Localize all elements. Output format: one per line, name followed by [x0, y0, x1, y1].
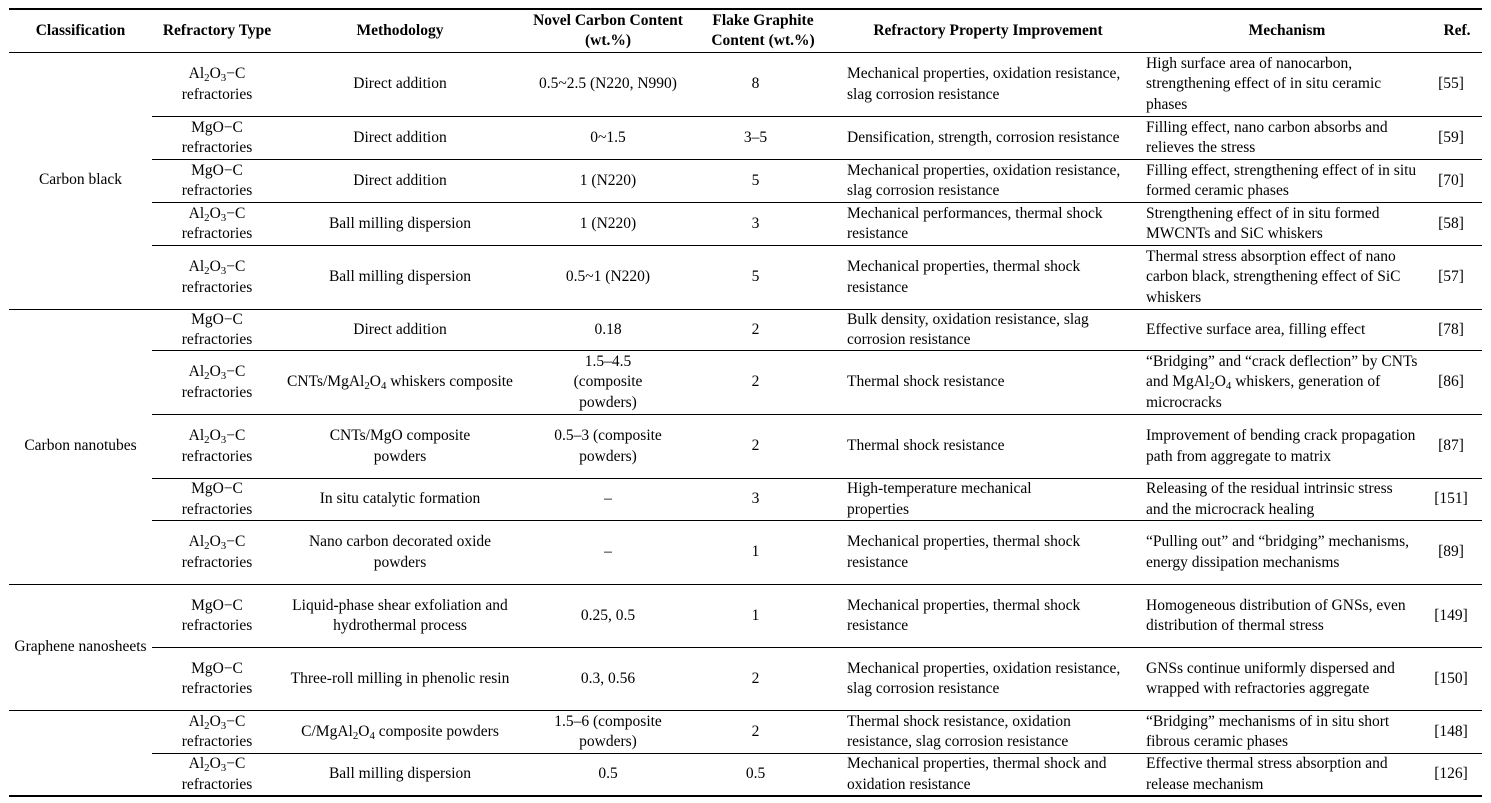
cell-ref: [55]	[1438, 75, 1464, 93]
cell-methodology: Ball milling dispersion	[328, 765, 472, 783]
cell-mechanism: Releasing of the residual intrinsic stress and the microcrack healing	[1146, 480, 1393, 518]
refractory-type: MgO−C refractories	[181, 310, 253, 348]
cell-refractory-type	[152, 585, 282, 647]
refractory-type: MgO−C refractories	[181, 118, 253, 156]
cell-methodology: Ball milling dispersion	[328, 268, 472, 286]
cell-mechanism: GNSs continue uniformly dispersed and wrapped with refractories aggregate	[1146, 659, 1395, 697]
carbon-content-text: 0.5–3 (composite powders)	[554, 427, 662, 465]
header-flake-graphite: Flake Graphite Content (wt.%)	[711, 12, 815, 49]
cell-ref: [87]	[1438, 437, 1464, 455]
cell-carbon-content	[518, 415, 698, 478]
cell-ref: [70]	[1438, 171, 1464, 189]
cell-methodology: Nano carbon decorated oxide powders	[308, 533, 492, 571]
cell-refractory-type	[152, 648, 282, 710]
cell-methodology	[282, 415, 518, 478]
header-property: Refractory Property Improvement	[873, 22, 1103, 39]
cell-graphite-content: 8	[751, 75, 760, 93]
header-methodology: Methodology	[356, 22, 444, 39]
cell-mechanism: Strengthening effect of in situ formed MWCNTs and SiC whiskers	[1146, 204, 1380, 242]
refractory-type: MgO−C refractories	[181, 596, 253, 634]
cell-property: Mechanical properties, oxidation resistance, slag corrosion resistance	[847, 659, 1121, 697]
cell-carbon-content: 0.5~2.5 (N220, N990)	[539, 75, 677, 93]
cell-property: Mechanical properties, oxidation resistance, slag corrosion resistance	[847, 65, 1121, 103]
cell-methodology: Ball milling dispersion	[328, 214, 472, 232]
cell-graphite-content: 2	[751, 320, 760, 338]
cell-graphite-content: 2	[751, 373, 760, 391]
mechanism-text: “Bridging” and “crack deflection” by CNTs and $MgAl_2O_4$ whiskers, generation of microcracks	[1146, 352, 1418, 411]
refractory-type: $Al_2O_3-C$ refractories	[181, 65, 253, 103]
cell-ref: [58]	[1438, 214, 1464, 232]
cell-graphite-content: 2	[751, 722, 760, 740]
refractory-type: $Al_2O_3-C$ refractories	[181, 258, 253, 296]
cell-ref: [151]	[1434, 490, 1468, 508]
cell-mechanism: Effective surface area, filling effect	[1146, 320, 1366, 338]
cell-property: Mechanical properties, thermal shock resistance	[847, 596, 1081, 634]
cell-ref: [149]	[1434, 606, 1468, 624]
cell-property: Bulk density, oxidation resistance, slag corrosion resistance	[847, 310, 1089, 348]
methodology-text: $C/MgAl_2O_4$ composite powders	[301, 722, 499, 742]
cell-graphite-content: 3	[751, 490, 760, 508]
cell-mechanism: High surface area of nanocarbon, strengthening effect of in situ ceramic phases	[1146, 54, 1382, 113]
cell-carbon-content	[518, 351, 698, 414]
header-refractory-type: Refractory Type	[162, 22, 272, 39]
refractory-type: MgO−C refractories	[181, 161, 253, 199]
cell-property: Mechanical properties, thermal shock resistance	[847, 258, 1081, 296]
refractory-type: MgO−C refractories	[181, 659, 253, 697]
cell-mechanism: Effective thermal stress absorption and release mechanism	[1146, 755, 1388, 793]
cell-graphite-content: 1	[751, 543, 760, 561]
cell-carbon-content: 0.3, 0.56	[580, 669, 636, 687]
cell-ref: [57]	[1438, 268, 1464, 286]
cell-property: Thermal shock resistance	[847, 373, 1005, 391]
cell-property: Thermal shock resistance	[847, 437, 1005, 455]
cell-ref: [86]	[1438, 373, 1464, 391]
cell-ref: [89]	[1438, 543, 1464, 561]
cell-property: Mechanical properties, thermal shock resistance	[847, 533, 1081, 571]
cell-methodology	[282, 351, 518, 414]
cell-mechanism	[1146, 351, 1418, 414]
cell-refractory-type	[152, 711, 282, 753]
cell-mechanism: Improvement of bending crack propagation path from aggregate to matrix	[1146, 427, 1416, 465]
cell-refractory-type	[152, 351, 282, 414]
cell-refractory-type	[152, 53, 282, 116]
cell-mechanism: “Pulling out” and “bridging” mechanisms, energy dissipation mechanisms	[1146, 533, 1410, 571]
cell-methodology: Direct addition	[353, 320, 447, 338]
cell-property	[847, 479, 1133, 520]
cell-property: Mechanical properties, thermal shock and oxidation resistance	[847, 755, 1107, 793]
carbon-content-text: 1.5–6 (composite powders)	[554, 712, 662, 750]
cell-carbon-content: 0.18	[594, 320, 622, 338]
header-classification: Classification	[35, 22, 126, 39]
cell-refractory-type	[152, 521, 282, 584]
refractory-type: $Al_2O_3-C$ refractories	[181, 427, 253, 465]
cell-carbon-content: 0.5~1 (N220)	[565, 268, 651, 286]
carbon-content-text: 1.5–4.5 (composite powders)	[573, 352, 643, 411]
cell-graphite-content: 3	[751, 214, 760, 232]
cell-methodology: Direct addition	[353, 171, 447, 189]
methodology-text: CNTs/$MgAl_2O_4$ whiskers composite	[287, 373, 513, 393]
cell-graphite-content: 5	[751, 171, 760, 189]
refractory-type: $Al_2O_3-C$ refractories	[181, 533, 253, 571]
cell-carbon-content: 0.25, 0.5	[580, 606, 636, 624]
cell-refractory-type	[152, 117, 282, 159]
cell-property: Mechanical properties, oxidation resistance, slag corrosion resistance	[847, 161, 1121, 199]
cell-property: Mechanical performances, thermal shock resistance	[847, 204, 1103, 242]
cell-ref: [148]	[1434, 722, 1468, 740]
cell-refractory-type	[152, 415, 282, 478]
cell-methodology: Liquid-phase shear exfoliation and hydrothermal process	[292, 596, 508, 634]
classification-carbon-nanotubes: Carbon nanotubes	[24, 437, 137, 455]
header-mechanism: Mechanism	[1248, 22, 1326, 39]
cell-refractory-type	[152, 479, 282, 520]
cell-graphite-content: 3–5	[743, 128, 768, 146]
cell-carbon-content: 0.5	[598, 765, 618, 783]
cell-carbon-content	[518, 711, 698, 753]
cell-ref: [126]	[1434, 765, 1468, 783]
cell-carbon-content: –	[604, 543, 612, 561]
cell-property: Thermal shock resistance, oxidation resistance, slag corrosion resistance	[847, 712, 1071, 750]
refractory-type: MgO−C refractories	[181, 480, 253, 518]
property-text: High-temperature mechanical properties	[847, 480, 1032, 518]
cell-graphite-content: 5	[751, 268, 760, 286]
cell-refractory-type	[152, 203, 282, 245]
cell-mechanism: Homogeneous distribution of GNSs, even distribution of thermal stress	[1146, 596, 1406, 634]
cell-methodology: In situ catalytic formation	[319, 490, 481, 508]
cell-methodology: Direct addition	[353, 128, 447, 146]
cell-graphite-content: 2	[751, 669, 760, 687]
cell-mechanism: Filling effect, nano carbon absorbs and relieves the stress	[1146, 118, 1388, 156]
classification-carbon-black: Carbon black	[38, 171, 123, 189]
cell-carbon-content: –	[604, 490, 612, 508]
cell-carbon-content: 1 (N220)	[579, 171, 637, 189]
methodology-text: CNTs/MgO composite powders	[329, 427, 471, 465]
cell-methodology: Three-roll milling in phenolic resin	[290, 669, 510, 687]
classification-unlabeled	[9, 710, 152, 796]
refractory-type: $Al_2O_3-C$ refractories	[181, 204, 253, 242]
header-novel-carbon: Novel Carbon Content (wt.%)	[533, 12, 683, 49]
cell-methodology: Direct addition	[353, 75, 447, 93]
cell-refractory-type	[152, 310, 282, 350]
table-bottom-rule	[9, 795, 1482, 797]
classification-graphene-nanosheets: Graphene nanosheets	[14, 637, 147, 655]
cell-refractory-type	[152, 754, 282, 795]
cell-mechanism: Thermal stress absorption effect of nano carbon black, strengthening effect of SiC whiskers	[1146, 247, 1401, 306]
table-header	[9, 8, 1482, 53]
cell-mechanism: Filling effect, strengthening effect of in situ formed ceramic phases	[1146, 161, 1417, 199]
header-ref: Ref.	[1443, 22, 1471, 39]
refractory-type: $Al_2O_3-C$ refractories	[181, 712, 253, 750]
cell-graphite-content: 1	[751, 606, 760, 624]
cell-ref: [150]	[1434, 669, 1468, 687]
cell-carbon-content: 0~1.5	[590, 128, 626, 146]
cell-methodology	[282, 711, 518, 753]
refractory-type: $Al_2O_3-C$ refractories	[181, 755, 253, 793]
cell-refractory-type	[152, 246, 282, 309]
cell-ref: [78]	[1438, 320, 1464, 338]
cell-graphite-content: 2	[751, 437, 760, 455]
cell-refractory-type	[152, 160, 282, 202]
cell-graphite-content: 0.5	[745, 765, 766, 783]
cell-carbon-content: 1 (N220)	[579, 214, 637, 232]
cell-property: Densification, strength, corrosion resistance	[847, 128, 1120, 146]
cell-ref: [59]	[1438, 128, 1464, 146]
cell-mechanism: “Bridging” mechanisms of in situ short fibrous ceramic phases	[1146, 712, 1390, 750]
refractory-type: $Al_2O_3-C$ refractories	[181, 363, 253, 401]
